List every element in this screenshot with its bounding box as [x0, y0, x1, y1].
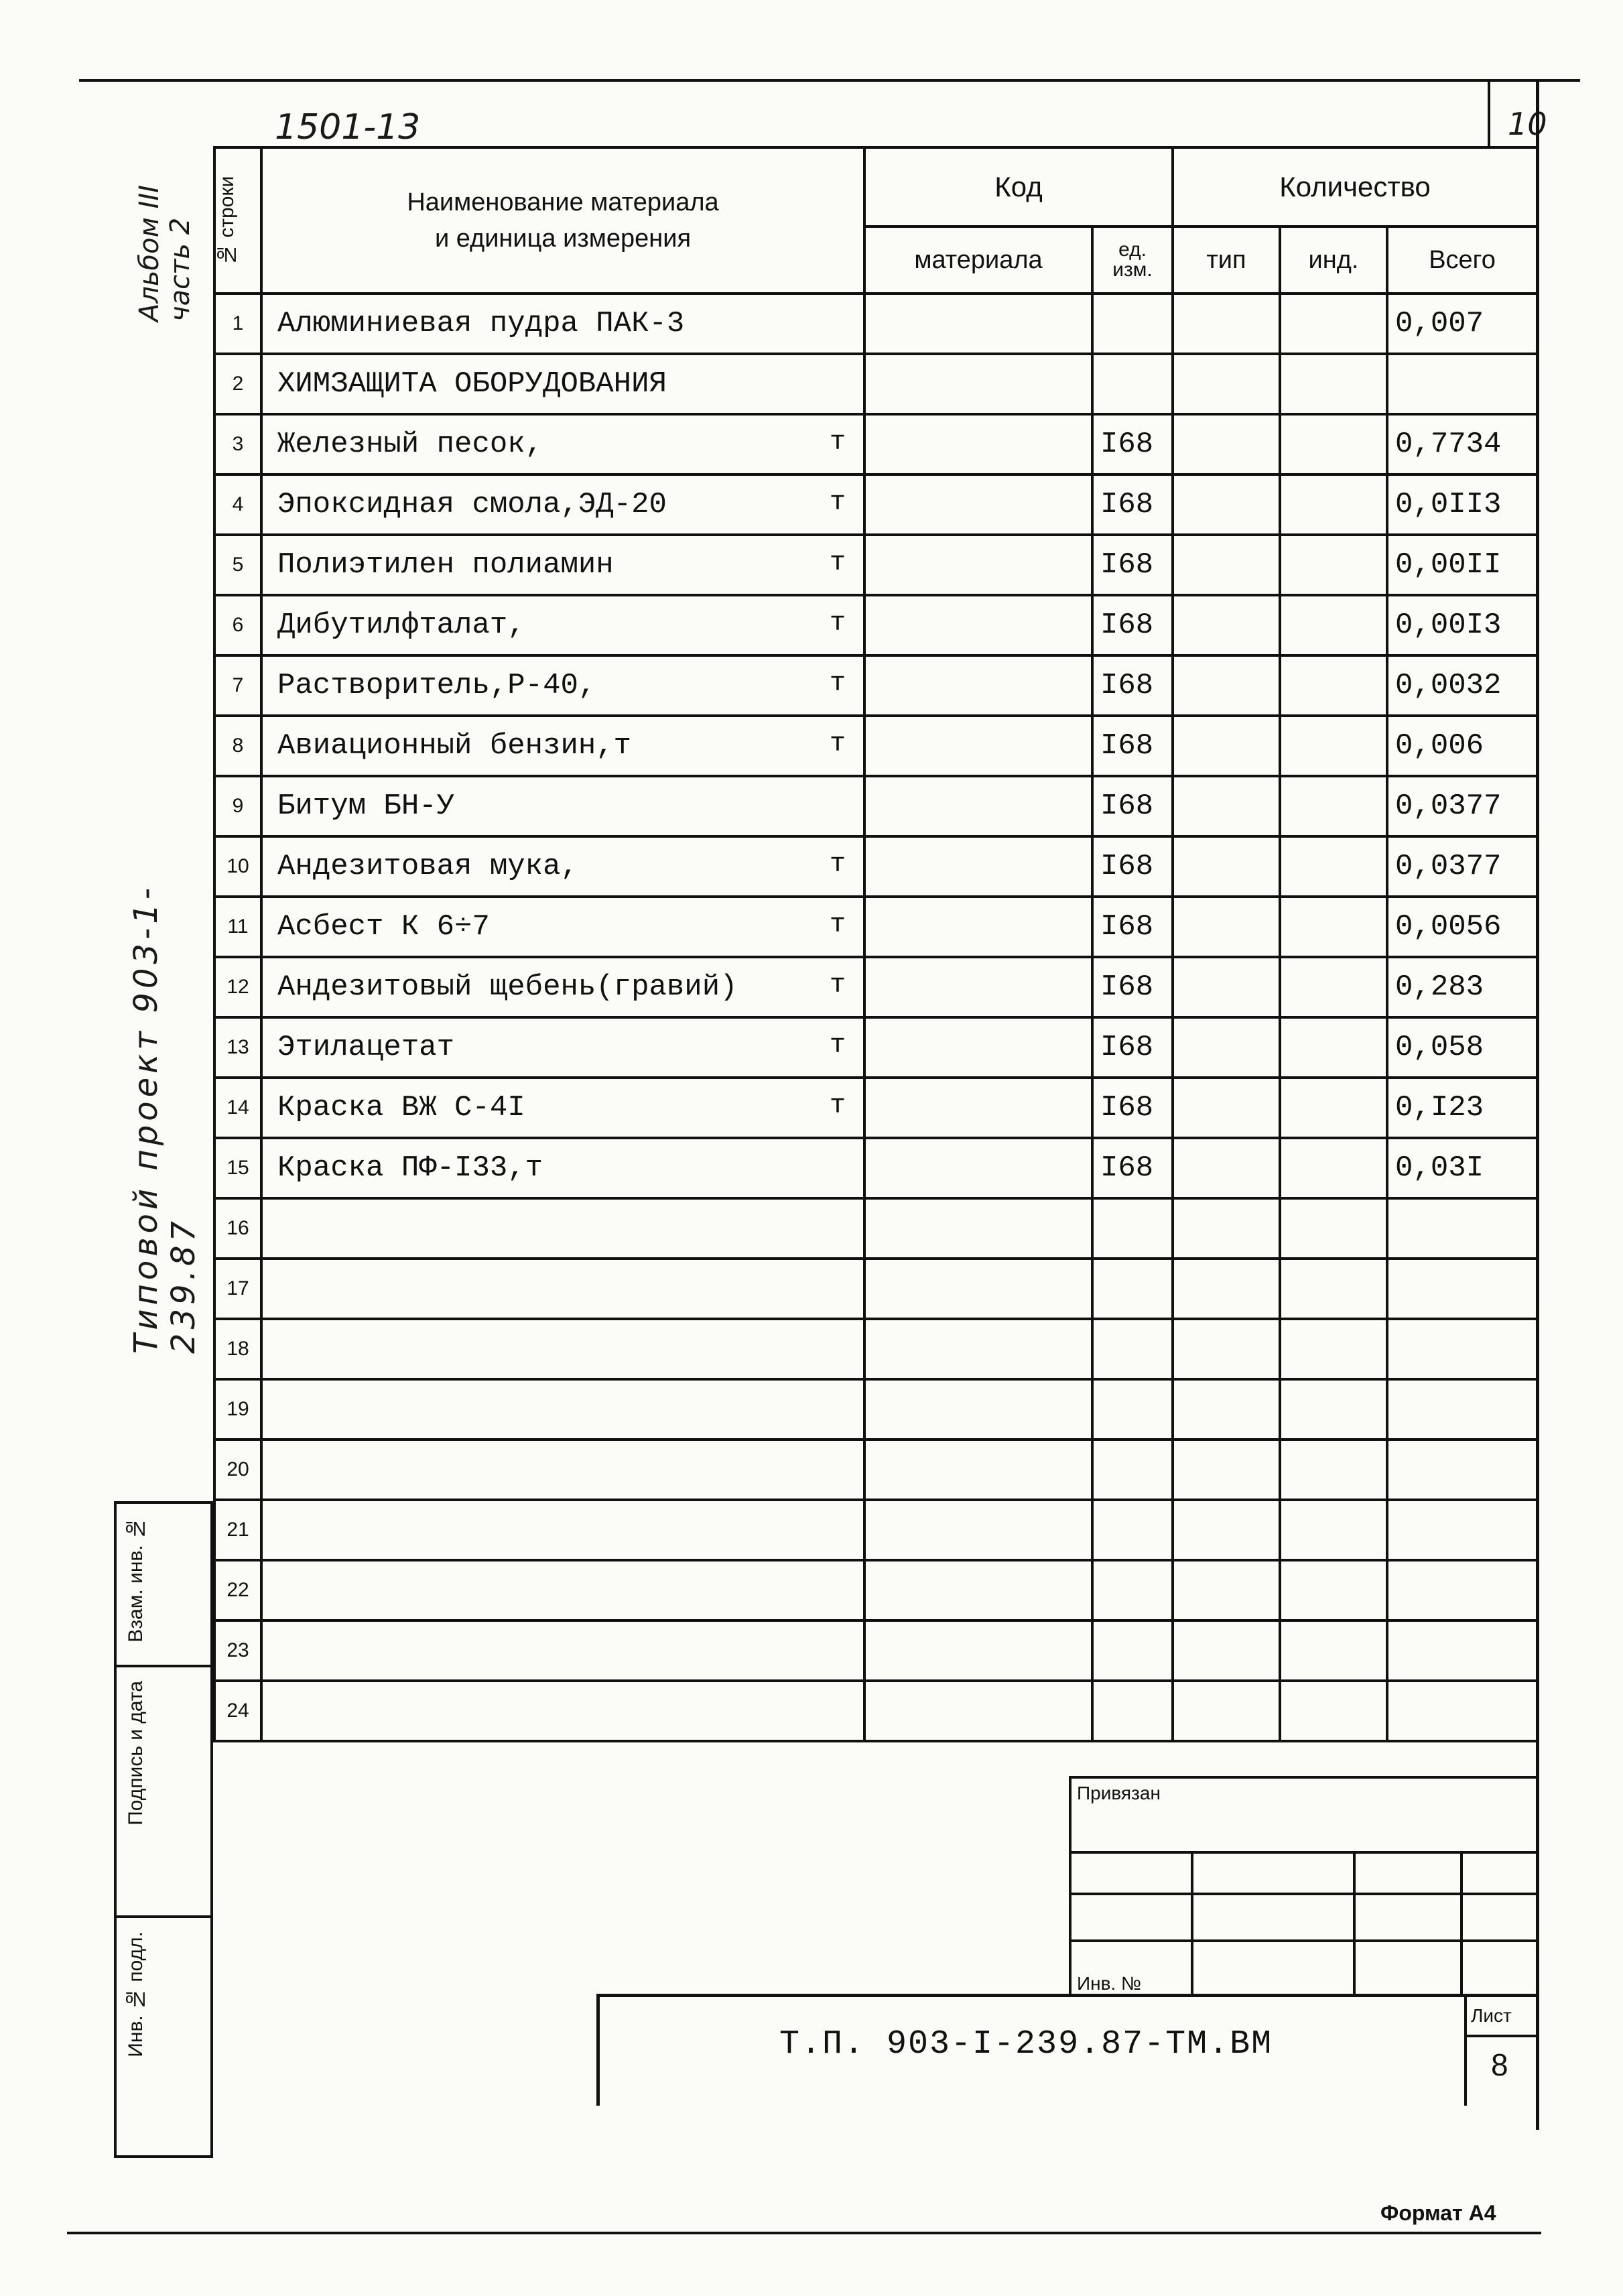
- type-cell: [1173, 1500, 1280, 1560]
- side-label-original: Инв. № подл.: [125, 1931, 147, 2057]
- ind-cell: [1280, 1319, 1387, 1379]
- unit-code-cell: [1092, 354, 1173, 414]
- sheet-label: Лист: [1471, 2005, 1512, 2026]
- table-row: [214, 1198, 1537, 1259]
- unit-code-cell: I68: [1092, 474, 1173, 535]
- unit-mark: т: [829, 850, 846, 880]
- table-row: [214, 836, 1537, 897]
- total-cell: [1387, 1319, 1537, 1379]
- unit-code-cell: I68: [1092, 535, 1173, 595]
- ind-cell: [1280, 776, 1387, 836]
- type-cell: [1173, 1078, 1280, 1138]
- material-code-cell: [864, 655, 1092, 716]
- ind-cell: [1280, 1017, 1387, 1078]
- material-code-cell: [864, 354, 1092, 414]
- material-name-cell: [261, 1017, 864, 1078]
- album-note: Альбом III часть 2: [134, 185, 196, 322]
- material-code-cell: [864, 294, 1092, 354]
- drawing-code: Т.П. 903-I-239.87-ТМ.ВМ: [779, 2025, 1273, 2063]
- material-code-cell: [864, 1500, 1092, 1560]
- material-name-cell: [261, 836, 864, 897]
- ind-cell: [1280, 1620, 1387, 1681]
- ind-cell: [1280, 294, 1387, 354]
- material-code-cell: [864, 1440, 1092, 1500]
- material-name-cell: [261, 1500, 864, 1560]
- material-name-text: Алюминиевая пудра ПАК-3: [277, 307, 685, 340]
- material-name-cell: [261, 535, 864, 595]
- unit-code-cell: [1092, 1681, 1173, 1741]
- bottom-frame-line: [67, 2232, 1541, 2234]
- row-number-cell: 2: [214, 354, 261, 414]
- table-row: [214, 1017, 1537, 1078]
- material-name-cell: [261, 1560, 864, 1620]
- unit-mark: т: [829, 548, 846, 578]
- unit-code-cell: I68: [1092, 1138, 1173, 1198]
- inv-no-label: Инв. №: [1077, 1973, 1142, 1994]
- type-cell: [1173, 776, 1280, 836]
- material-name-text: ХИМЗАЩИТА ОБОРУДОВАНИЯ: [277, 367, 667, 401]
- material-code-cell: [864, 1620, 1092, 1681]
- ind-cell: [1280, 1379, 1387, 1440]
- total-cell: 0,0032: [1387, 655, 1537, 716]
- type-cell: [1173, 716, 1280, 776]
- ind-cell: [1280, 474, 1387, 535]
- material-name-text: Андезитовый щебень(гравий): [277, 970, 738, 1004]
- attached-label: Привязан: [1077, 1783, 1161, 1803]
- type-cell: [1173, 1319, 1280, 1379]
- row-number-cell: 23: [214, 1620, 261, 1681]
- table-row: [214, 414, 1537, 474]
- table-row: [214, 294, 1537, 354]
- unit-code-cell: I68: [1092, 836, 1173, 897]
- type-cell: [1173, 414, 1280, 474]
- material-code-cell: [864, 1259, 1092, 1319]
- material-name-text: Эпоксидная смола,ЭД-20: [277, 488, 667, 521]
- type-cell: [1173, 1620, 1280, 1681]
- unit-code-cell: I68: [1092, 957, 1173, 1017]
- unit-code-cell: [1092, 294, 1173, 354]
- total-cell: [1387, 1259, 1537, 1319]
- unit-code-cell: [1092, 1319, 1173, 1379]
- unit-code-cell: [1092, 1560, 1173, 1620]
- material-code-cell: [864, 1560, 1092, 1620]
- col-name-header: Наименование материала и единица измерения: [261, 147, 864, 294]
- type-cell: [1173, 294, 1280, 354]
- type-cell: [1173, 655, 1280, 716]
- total-cell: [1387, 1198, 1537, 1259]
- total-cell: [1387, 1681, 1537, 1741]
- table-row: [214, 595, 1537, 655]
- material-code-cell: [864, 414, 1092, 474]
- unit-code-cell: I68: [1092, 1078, 1173, 1138]
- row-number-cell: 3: [214, 414, 261, 474]
- project-code-handwritten: 1501-13: [275, 107, 421, 147]
- material-name-text: Железный песок,: [277, 428, 543, 461]
- table-row: [214, 1681, 1537, 1741]
- table-row: [214, 1379, 1537, 1440]
- col-total-header: Всего: [1387, 227, 1537, 294]
- table-row: [214, 957, 1537, 1017]
- typical-project-note: Типовой проект 903-1-239.87: [127, 883, 202, 1354]
- row-number-cell: 14: [214, 1078, 261, 1138]
- table-row: [214, 1078, 1537, 1138]
- material-name-cell: [261, 414, 864, 474]
- total-cell: 0,0056: [1387, 897, 1537, 957]
- col-quantity-header: Количество: [1173, 147, 1537, 227]
- unit-mark: т: [829, 428, 846, 458]
- unit-mark: т: [829, 970, 846, 1001]
- col-code-header: Код: [864, 147, 1173, 227]
- table-row: [214, 1440, 1537, 1500]
- material-name-cell: [261, 1620, 864, 1681]
- row-number-cell: 11: [214, 897, 261, 957]
- table-row: [214, 776, 1537, 836]
- col-row-number-header: № строки: [214, 147, 261, 294]
- table-row: [214, 1319, 1537, 1379]
- type-cell: [1173, 897, 1280, 957]
- material-name-cell: [261, 1198, 864, 1259]
- material-name-text: Растворитель,Р-40,: [277, 669, 596, 702]
- table-row: [214, 474, 1537, 535]
- material-code-cell: [864, 535, 1092, 595]
- material-code-cell: [864, 1078, 1092, 1138]
- row-number-cell: 22: [214, 1560, 261, 1620]
- total-cell: 0,0377: [1387, 836, 1537, 897]
- unit-mark: т: [829, 669, 846, 699]
- unit-mark: т: [829, 1091, 846, 1121]
- ind-cell: [1280, 1500, 1387, 1560]
- unit-mark: т: [829, 910, 846, 940]
- ind-cell: [1280, 535, 1387, 595]
- ind-cell: [1280, 836, 1387, 897]
- side-label-signature: Подпись и дата: [125, 1681, 147, 1826]
- table-row: [214, 354, 1537, 414]
- type-cell: [1173, 354, 1280, 414]
- row-number-cell: 7: [214, 655, 261, 716]
- total-cell: 0,0II3: [1387, 474, 1537, 535]
- material-name-text: Авиационный бензин,т: [277, 729, 632, 763]
- material-name-cell: [261, 474, 864, 535]
- unit-code-cell: I68: [1092, 1017, 1173, 1078]
- unit-code-cell: I68: [1092, 776, 1173, 836]
- material-code-cell: [864, 1319, 1092, 1379]
- ind-cell: [1280, 716, 1387, 776]
- total-cell: [1387, 1560, 1537, 1620]
- total-cell: 0,00II: [1387, 535, 1537, 595]
- type-cell: [1173, 1017, 1280, 1078]
- material-name-cell: [261, 1078, 864, 1138]
- type-cell: [1173, 1560, 1280, 1620]
- total-cell: [1387, 1500, 1537, 1560]
- material-name-text: Асбест К 6÷7: [277, 910, 490, 944]
- row-number-cell: 8: [214, 716, 261, 776]
- type-cell: [1173, 1198, 1280, 1259]
- ind-cell: [1280, 1440, 1387, 1500]
- ind-cell: [1280, 1259, 1387, 1319]
- page-number-handwritten: 10: [1508, 106, 1547, 142]
- unit-code-cell: I68: [1092, 595, 1173, 655]
- total-cell: [1387, 1620, 1537, 1681]
- table-row: [214, 1560, 1537, 1620]
- material-name-text: Полиэтилен полиамин: [277, 548, 614, 582]
- material-code-cell: [864, 474, 1092, 535]
- table-row: [214, 1259, 1537, 1319]
- unit-code-cell: [1092, 1198, 1173, 1259]
- material-name-cell: [261, 1259, 864, 1319]
- type-cell: [1173, 595, 1280, 655]
- ind-cell: [1280, 414, 1387, 474]
- ind-cell: [1280, 1138, 1387, 1198]
- material-code-cell: [864, 836, 1092, 897]
- material-code-cell: [864, 957, 1092, 1017]
- material-name-cell: [261, 776, 864, 836]
- unit-code-cell: [1092, 1620, 1173, 1681]
- unit-code-cell: I68: [1092, 897, 1173, 957]
- type-cell: [1173, 474, 1280, 535]
- unit-code-cell: I68: [1092, 716, 1173, 776]
- material-name-cell: [261, 716, 864, 776]
- ind-cell: [1280, 897, 1387, 957]
- material-code-cell: [864, 1379, 1092, 1440]
- material-code-cell: [864, 1681, 1092, 1741]
- material-name-cell: [261, 897, 864, 957]
- material-name-cell: [261, 655, 864, 716]
- material-name-cell: [261, 957, 864, 1017]
- total-cell: [1387, 1440, 1537, 1500]
- ind-cell: [1280, 354, 1387, 414]
- material-name-cell: [261, 595, 864, 655]
- total-cell: 0,058: [1387, 1017, 1537, 1078]
- ind-cell: [1280, 655, 1387, 716]
- ind-cell: [1280, 1560, 1387, 1620]
- material-name-cell: [261, 1379, 864, 1440]
- material-name-text: Этилацетат: [277, 1031, 455, 1064]
- unit-mark: т: [829, 488, 846, 518]
- material-name-text: Андезитовая мука,: [277, 850, 578, 883]
- unit-code-cell: [1092, 1500, 1173, 1560]
- unit-mark: т: [829, 609, 846, 639]
- material-name-cell: [261, 294, 864, 354]
- ind-cell: [1280, 1078, 1387, 1138]
- table-row: [214, 1500, 1537, 1560]
- total-cell: 0,007: [1387, 294, 1537, 354]
- col-type-header: тип: [1173, 227, 1280, 294]
- total-cell: 0,7734: [1387, 414, 1537, 474]
- row-number-cell: 19: [214, 1379, 261, 1440]
- material-name-cell: [261, 1138, 864, 1198]
- row-number-cell: 17: [214, 1259, 261, 1319]
- unit-mark: т: [829, 1031, 846, 1061]
- row-number-cell: 12: [214, 957, 261, 1017]
- material-name-cell: [261, 354, 864, 414]
- total-cell: [1387, 354, 1537, 414]
- unit-code-cell: I68: [1092, 655, 1173, 716]
- col-ind-header: инд.: [1280, 227, 1387, 294]
- material-code-cell: [864, 1138, 1092, 1198]
- row-number-cell: 16: [214, 1198, 261, 1259]
- material-name-text: Краска ВЖ С-4I: [277, 1091, 525, 1125]
- total-cell: [1387, 1379, 1537, 1440]
- row-number-cell: 20: [214, 1440, 261, 1500]
- material-name-text: Дибутилфталат,: [277, 609, 525, 642]
- type-cell: [1173, 1440, 1280, 1500]
- materials-table: [213, 146, 1539, 1742]
- material-name-text: Краска ПФ-I33,т: [277, 1151, 543, 1185]
- type-cell: [1173, 1138, 1280, 1198]
- row-number-cell: 13: [214, 1017, 261, 1078]
- material-name-cell: [261, 1440, 864, 1500]
- type-cell: [1173, 836, 1280, 897]
- row-number-cell: 18: [214, 1319, 261, 1379]
- row-number-cell: 6: [214, 595, 261, 655]
- type-cell: [1173, 1379, 1280, 1440]
- row-number-cell: 24: [214, 1681, 261, 1741]
- col-material-header: материала: [864, 227, 1092, 294]
- material-name-cell: [261, 1319, 864, 1379]
- unit-code-cell: I68: [1092, 414, 1173, 474]
- sheet-number: 8: [1491, 2047, 1508, 2082]
- col-unit-header: ед. изм.: [1092, 227, 1173, 294]
- material-code-cell: [864, 595, 1092, 655]
- table-row: [214, 1138, 1537, 1198]
- total-cell: 0,03I: [1387, 1138, 1537, 1198]
- type-cell: [1173, 1681, 1280, 1741]
- total-cell: 0,006: [1387, 716, 1537, 776]
- table-row: [214, 655, 1537, 716]
- total-cell: 0,283: [1387, 957, 1537, 1017]
- table-row: [214, 897, 1537, 957]
- page-number-box: [1488, 79, 1490, 146]
- row-number-cell: 15: [214, 1138, 261, 1198]
- row-number-cell: 21: [214, 1500, 261, 1560]
- total-cell: 0,0377: [1387, 776, 1537, 836]
- unit-code-cell: [1092, 1379, 1173, 1440]
- unit-code-cell: [1092, 1440, 1173, 1500]
- ind-cell: [1280, 1198, 1387, 1259]
- row-number-cell: 9: [214, 776, 261, 836]
- table-row: [214, 535, 1537, 595]
- material-code-cell: [864, 1198, 1092, 1259]
- total-cell: 0,I23: [1387, 1078, 1537, 1138]
- side-label-exchange: Взам. инв. №: [125, 1517, 147, 1643]
- title-block: [596, 1994, 1538, 2106]
- material-code-cell: [864, 716, 1092, 776]
- ind-cell: [1280, 957, 1387, 1017]
- side-stamp: [114, 1501, 213, 2158]
- material-code-cell: [864, 897, 1092, 957]
- unit-code-cell: [1092, 1259, 1173, 1319]
- ind-cell: [1280, 1681, 1387, 1741]
- row-number-cell: 10: [214, 836, 261, 897]
- type-cell: [1173, 957, 1280, 1017]
- ind-cell: [1280, 595, 1387, 655]
- material-name-cell: [261, 1681, 864, 1741]
- row-number-cell: 4: [214, 474, 261, 535]
- row-number-cell: 1: [214, 294, 261, 354]
- top-frame-line: [79, 79, 1580, 82]
- format-label: Формат А4: [1380, 2201, 1496, 2225]
- material-code-cell: [864, 1017, 1092, 1078]
- attached-stamp: [1069, 1776, 1539, 1997]
- type-cell: [1173, 535, 1280, 595]
- material-name-text: Битум БН-У: [277, 789, 455, 823]
- table-row: [214, 716, 1537, 776]
- material-code-cell: [864, 776, 1092, 836]
- unit-mark: т: [829, 729, 846, 759]
- total-cell: 0,00I3: [1387, 595, 1537, 655]
- type-cell: [1173, 1259, 1280, 1319]
- table-row: [214, 1620, 1537, 1681]
- row-number-cell: 5: [214, 535, 261, 595]
